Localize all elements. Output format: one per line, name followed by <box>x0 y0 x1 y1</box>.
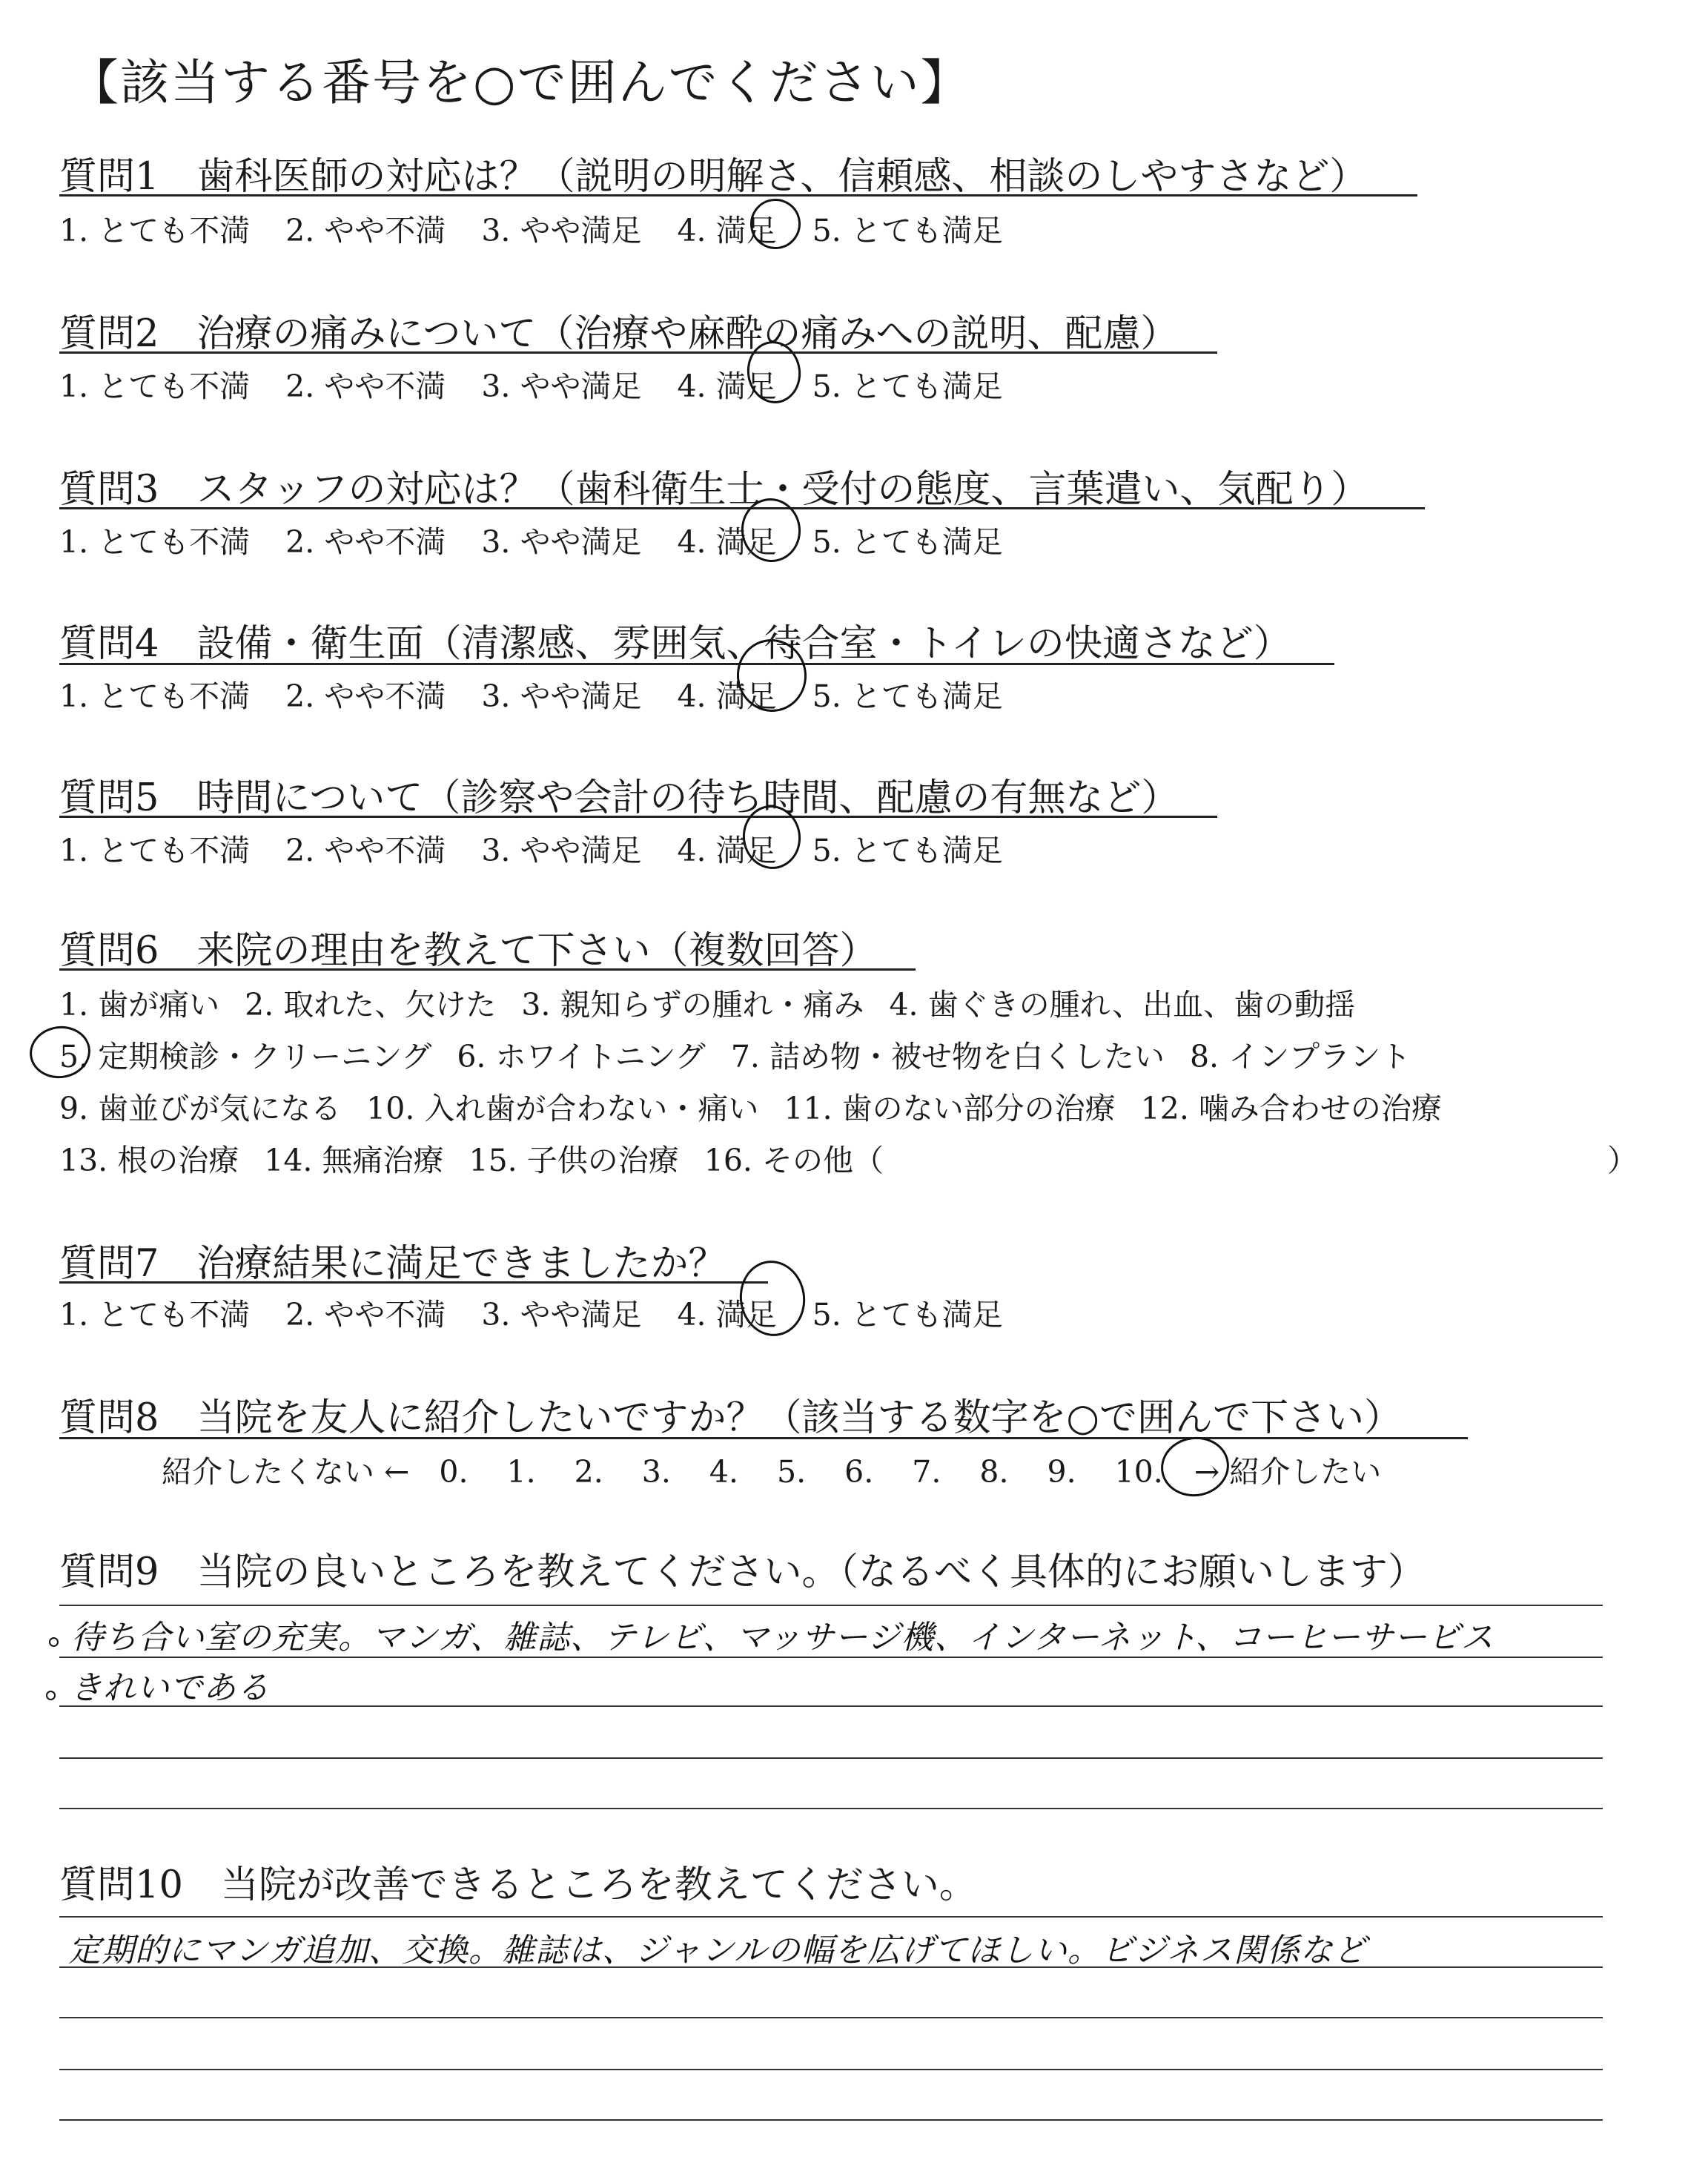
q1-option-2[interactable]: 2. やや不満 <box>285 213 446 248</box>
q6-row-2[interactable] <box>59 1032 1411 1076</box>
q3-option-1[interactable]: 1. とても不満 <box>59 524 251 560</box>
q6-option-9[interactable]: 9. 歯並びが気になる <box>59 1091 342 1126</box>
q9-answer-line-1 <box>59 1605 1603 1606</box>
q6-option-12[interactable]: 12. 噛み合わせの治療 <box>1140 1091 1442 1126</box>
q5-option-3[interactable]: 3. やや満足 <box>481 833 642 868</box>
q9-bullet-1 <box>49 1637 59 1647</box>
q9-answer-1: 待ち合い室の充実。マンガ、雑誌、テレビ、マッサージ機、インターネット、コーヒーサービス <box>71 1619 1494 1657</box>
q2-option-1[interactable]: 1. とても不満 <box>59 369 251 404</box>
page-title: 【該当する番号を○で囲んでください】 <box>70 54 971 111</box>
q7-option-5[interactable]: 5. とても満足 <box>812 1297 1003 1332</box>
question-2-heading: 質問2 治療の痛みについて（治療や麻酔の痛みへの説明、配慮） <box>59 312 1179 356</box>
q7-option-3[interactable]: 3. やや満足 <box>481 1297 642 1332</box>
q5-option-4[interactable]: 4. 満足 <box>677 833 777 868</box>
q9-answer-2: きれいである <box>70 1669 270 1707</box>
q9-bullet-2 <box>46 1691 56 1700</box>
q5-option-2[interactable]: 2. やや不満 <box>285 833 446 868</box>
q6-option-14[interactable]: 14. 無痛治療 <box>264 1143 444 1178</box>
q6-option-3[interactable]: 3. 親知らずの腫れ・痛み <box>521 987 864 1023</box>
q2-option-3[interactable]: 3. やや満足 <box>481 369 642 404</box>
q2-option-4[interactable]: 4. 満足 <box>677 369 777 404</box>
q10-answer-line-5 <box>59 2119 1603 2121</box>
q8-right-label: → 紹介したい <box>1194 1454 1382 1490</box>
q4-option-3[interactable]: 3. やや満足 <box>481 678 642 714</box>
q4-option-4[interactable]: 4. 満足 <box>677 678 777 714</box>
q6-option-2[interactable]: 2. 取れた、欠けた <box>245 987 497 1023</box>
question-2-options[interactable] <box>59 362 1039 406</box>
question-7-underline <box>59 1281 768 1284</box>
q6-option-11[interactable]: 11. 歯のない部分の治療 <box>784 1091 1116 1126</box>
q8-option-5[interactable]: 5. <box>777 1454 807 1490</box>
question-8-underline <box>59 1437 1468 1439</box>
q6-option-5[interactable]: 5. 定期検診・クリーニング <box>59 1039 432 1074</box>
q6-option-13[interactable]: 13. 根の治療 <box>59 1143 239 1178</box>
q6-other-close-paren: ） <box>1607 1143 1638 1178</box>
question-9-heading: 質問9 当院の良いところを教えてください。（なるべく具体的にお願いします） <box>59 1550 1426 1594</box>
question-3-options[interactable] <box>59 518 1039 561</box>
q6-option-16[interactable]: 16. その他（ <box>704 1143 884 1178</box>
q6-option-7[interactable]: 7. 詰め物・被せ物を白くしたい <box>730 1039 1165 1074</box>
q6-option-1[interactable]: 1. 歯が痛い <box>59 987 220 1023</box>
q6-row-3[interactable] <box>59 1084 1442 1128</box>
q8-option-3[interactable]: 3. <box>641 1454 671 1490</box>
q10-answer-1: 定期的にマンガ追加、交換。雑誌は、ジャンルの幅を広げてほしい。ビジネス関係など <box>68 1932 1367 1969</box>
q9-answer-line-5 <box>59 1808 1603 1809</box>
question-1-underline <box>59 194 1417 196</box>
question-7-heading: 質問7 治療結果に満足できましたか？ <box>59 1242 726 1286</box>
question-1-heading: 質問1 歯科医師の対応は？（説明の明解さ、信頼感、相談のしやすさなど） <box>59 155 1368 199</box>
q8-option-4[interactable]: 4. <box>709 1454 739 1490</box>
q4-option-1[interactable]: 1. とても不満 <box>59 678 251 714</box>
q5-option-1[interactable]: 1. とても不満 <box>59 833 251 868</box>
q3-option-2[interactable]: 2. やや不満 <box>285 524 446 560</box>
q2-option-5[interactable]: 5. とても満足 <box>812 369 1003 404</box>
question-10-heading: 質問10 当院が改善できるところを教えてください。 <box>59 1863 977 1907</box>
question-7-options[interactable] <box>59 1290 1039 1334</box>
q9-answer-line-3 <box>59 1705 1603 1707</box>
q8-option-0[interactable]: 0. <box>439 1454 469 1490</box>
q10-answer-line-1 <box>59 1916 1603 1918</box>
q7-option-2[interactable]: 2. やや不満 <box>285 1297 446 1332</box>
q1-option-5[interactable]: 5. とても満足 <box>812 213 1003 248</box>
q1-option-1[interactable]: 1. とても不満 <box>59 213 251 248</box>
q1-option-4[interactable]: 4. 満足 <box>677 213 777 248</box>
q8-option-8[interactable]: 8. <box>979 1454 1009 1490</box>
q6-option-8[interactable]: 8. インプラント <box>1189 1039 1411 1074</box>
question-5-heading: 質問5 時間について（診察や会計の待ち時間、配慮の有無など） <box>59 776 1179 820</box>
q6-option-6[interactable]: 6. ホワイトニング <box>457 1039 706 1074</box>
question-5-options[interactable] <box>59 826 1039 870</box>
question-4-underline <box>59 663 1334 665</box>
q6-row-4[interactable] <box>59 1136 884 1180</box>
q6-option-10[interactable]: 10. 入れ歯が合わない・痛い <box>366 1091 759 1126</box>
q8-option-10[interactable]: 10. <box>1114 1454 1163 1490</box>
q8-option-1[interactable]: 1. <box>506 1454 536 1490</box>
q8-left-label: 紹介したくない ← <box>162 1454 410 1490</box>
q7-option-4[interactable]: 4. 満足 <box>677 1297 777 1332</box>
question-6-underline <box>59 968 916 971</box>
question-6-heading: 質問6 来院の理由を教えて下さい（複数回答） <box>59 929 878 973</box>
q4-option-5[interactable]: 5. とても満足 <box>812 678 1003 714</box>
q1-option-3[interactable]: 3. やや満足 <box>481 213 642 248</box>
q10-answer-line-3 <box>59 2017 1603 2018</box>
question-8-heading: 質問8 当院を友人に紹介したいですか？（該当する数字を○で囲んで下さい） <box>59 1396 1402 1440</box>
question-4-heading: 質問4 設備・衛生面（清潔感、雰囲気、待合室・トイレの快適さなど） <box>59 622 1291 666</box>
q2-option-2[interactable]: 2. やや不満 <box>285 369 446 404</box>
q3-option-5[interactable]: 5. とても満足 <box>812 524 1003 560</box>
q5-option-5[interactable]: 5. とても満足 <box>812 833 1003 868</box>
q10-answer-line-4 <box>59 2069 1603 2070</box>
question-2-underline <box>59 351 1217 354</box>
q4-option-2[interactable]: 2. やや不満 <box>285 678 446 714</box>
q3-option-3[interactable]: 3. やや満足 <box>481 524 642 560</box>
q9-answer-line-4 <box>59 1757 1603 1759</box>
q8-option-6[interactable]: 6. <box>844 1454 874 1490</box>
q6-row-1[interactable] <box>59 980 1355 1024</box>
q8-option-7[interactable]: 7. <box>912 1454 941 1490</box>
q3-option-4[interactable]: 4. 満足 <box>677 524 777 560</box>
question-4-options[interactable] <box>59 672 1039 716</box>
question-5-underline <box>59 816 1217 818</box>
q6-option-15[interactable]: 15. 子供の治療 <box>469 1143 679 1178</box>
q8-option-2[interactable]: 2. <box>574 1454 603 1490</box>
q7-option-1[interactable]: 1. とても不満 <box>59 1297 251 1332</box>
question-3-heading: 質問3 スタッフの対応は？（歯科衛生士・受付の態度、言葉遣い、気配り） <box>59 468 1369 512</box>
q6-option-4[interactable]: 4. 歯ぐきの腫れ、出血、歯の動揺 <box>889 987 1356 1023</box>
question-3-underline <box>59 507 1425 509</box>
q8-option-9[interactable]: 9. <box>1047 1454 1076 1490</box>
question-1-options[interactable] <box>59 206 1039 250</box>
